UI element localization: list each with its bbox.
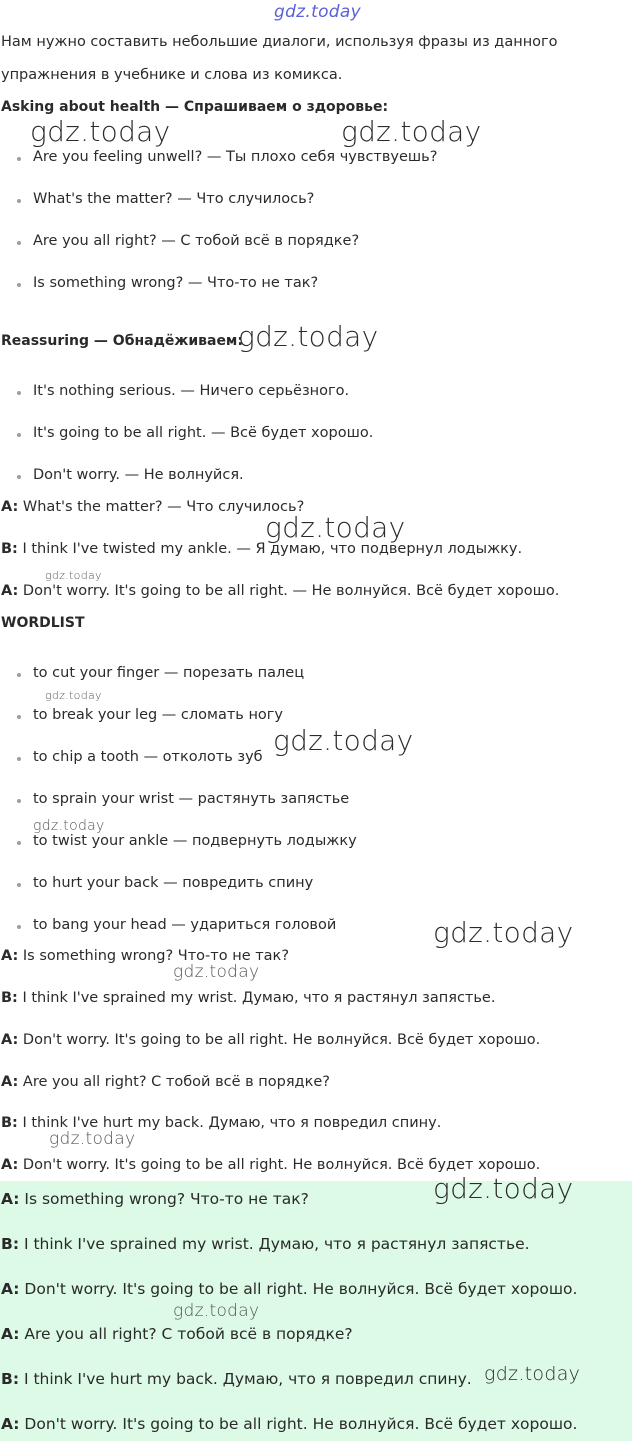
answer-line: A: Are you all right? С тобой всё в порядке? (1, 1325, 353, 1343)
watermark: gdz.today (33, 818, 105, 834)
reassuring-heading: Reassuring — Обнадёживаем: (1, 333, 243, 349)
bullet-icon (17, 283, 21, 287)
wordlist-item: to cut your finger — порезать палец (33, 665, 305, 681)
dialogue-line: A: Is something wrong? Что-то не так? (1, 948, 290, 964)
answer-line: A: Don't worry. It's going to be all right. Не волнуйся. Всё будет хорошо. (1, 1280, 578, 1298)
watermark: gdz.today (45, 689, 102, 702)
answer-line: A: Don't worry. It's going to be all right. Не волнуйся. Всё будет хорошо. (1, 1415, 578, 1433)
health-heading: Asking about health — Спрашиваем о здоровье: (1, 99, 389, 115)
dialogue-line: B: I think I've hurt my back. Думаю, что я повредил спину. (1, 1115, 442, 1131)
wordlist-item: to sprain your wrist — растянуть запястье (33, 791, 350, 807)
reassuring-item: Don't worry. — Не волнуйся. (33, 467, 244, 483)
dialogue-line: B: I think I've twisted my ankle. — Я думаю, что подвернул лодыжку. (1, 541, 523, 557)
watermark: gdz.today (265, 511, 406, 544)
dialogue-line: A: Don't worry. It's going to be all right. — Не волнуйся. Всё будет хорошо. (1, 583, 560, 599)
watermark: gdz.today (238, 320, 379, 353)
bullet-icon (17, 391, 21, 395)
bullet-icon (17, 883, 21, 887)
bullet-icon (17, 241, 21, 245)
health-item: Is something wrong? — Что-то не так? (33, 275, 319, 291)
bullet-icon (17, 475, 21, 479)
dialogue-line: A: Are you all right? С тобой всё в порядке? (1, 1074, 330, 1090)
watermark: gdz.today (30, 115, 171, 148)
reassuring-item: It's going to be all right. — Всё будет хорошо. (33, 425, 374, 441)
watermark: gdz.today (49, 1129, 136, 1149)
watermark: gdz.today (173, 1301, 260, 1321)
bullet-icon (17, 841, 21, 845)
health-item: Are you all right? — С тобой всё в порядке? (33, 233, 360, 249)
dialogue-line: B: I think I've sprained my wrist. Думаю, что я растянул запястье. (1, 990, 496, 1006)
watermark: gdz.today (433, 916, 574, 949)
bullet-icon (17, 157, 21, 161)
bullet-icon (17, 673, 21, 677)
intro-line-2: упражнения в учебнике и слова из комикса. (1, 67, 343, 83)
watermark: gdz.today (484, 1363, 581, 1385)
intro-line-1: Нам нужно составить небольшие диалоги, используя фразы из данного (1, 34, 558, 50)
wordlist-heading: WORDLIST (1, 615, 85, 631)
watermark: gdz.today (273, 724, 414, 757)
wordlist-item: to break your leg — сломать ногу (33, 707, 283, 723)
reassuring-item: It's nothing serious. — Ничего серьёзного. (33, 383, 350, 399)
watermark: gdz.today (341, 115, 482, 148)
wordlist-item: to hurt your back — повредить спину (33, 875, 314, 891)
bullet-icon (17, 433, 21, 437)
answer-line: B: I think I've hurt my back. Думаю, что я повредил спину. (1, 1370, 472, 1388)
watermark: gdz.today (45, 569, 102, 582)
watermark: gdz.today (173, 962, 260, 982)
watermark: gdz.today (433, 1172, 574, 1205)
bullet-icon (17, 757, 21, 761)
answer-line: A: Is something wrong? Что-то не так? (1, 1190, 309, 1208)
dialogue-line: A: What's the matter? — Что случилось? (1, 499, 305, 515)
dialogue-line: A: Don't worry. It's going to be all right. Не волнуйся. Всё будет хорошо. (1, 1157, 541, 1173)
bullet-icon (17, 199, 21, 203)
watermark: gdz.today (274, 2, 361, 22)
health-item: Are you feeling unwell? — Ты плохо себя чувствуешь? (33, 149, 438, 165)
bullet-icon (17, 799, 21, 803)
answer-box (0, 1181, 632, 1441)
bullet-icon (17, 715, 21, 719)
answer-line: B: I think I've sprained my wrist. Думаю, что я растянул запястье. (1, 1235, 530, 1253)
dialogue-line: A: Don't worry. It's going to be all right. Не волнуйся. Всё будет хорошо. (1, 1032, 541, 1048)
wordlist-item: to twist your ankle — подвернуть лодыжку (33, 833, 357, 849)
wordlist-item: to chip a tooth — отколоть зуб (33, 749, 263, 765)
wordlist-item: to bang your head — удариться головой (33, 917, 337, 933)
bullet-icon (17, 925, 21, 929)
health-item: What's the matter? — Что случилось? (33, 191, 315, 207)
